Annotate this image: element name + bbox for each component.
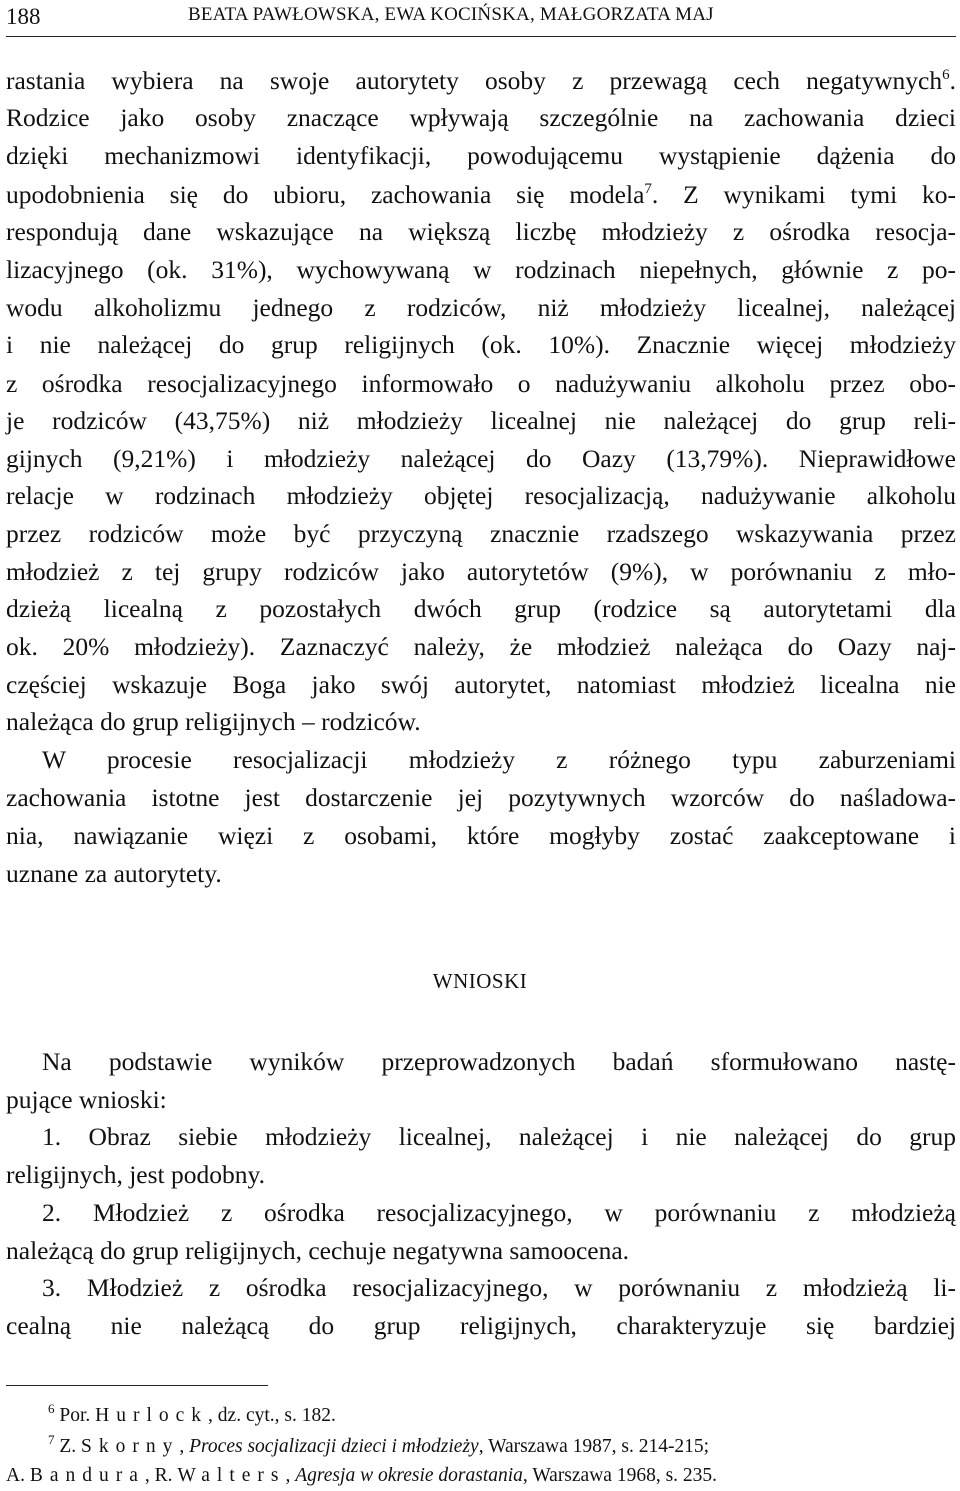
text-line: W procesie resocjalizacji młodzieży z różnego typu zaburzeniami	[42, 745, 956, 774]
footnote-7-cont: A. Bandura, R. Walters, Agresja w okresie dorastania, Warszawa 1968, s. 235.	[6, 1465, 718, 1486]
text-line: młodzież z tej grupy rodziców jako autorytetów (9%), w porównaniu z mło-	[6, 557, 956, 586]
footnote-rule	[6, 1385, 268, 1386]
text-line: częściej wskazuje Boga jako swój autorytet, natomiast młodzież licealna nie	[6, 670, 956, 699]
text-line: gijnych (9,21%) i młodzieży należącej do Oazy (13,79%). Nieprawidłowe	[6, 444, 956, 473]
page-number: 188	[6, 4, 41, 29]
text-line: wodu alkoholizmu jednego z rodziców, niż młodzieży licealnej, należącej	[6, 293, 956, 322]
footnote-ref: 7	[644, 181, 652, 197]
header-rule	[6, 36, 956, 37]
text-line: pujące wnioski:	[6, 1085, 167, 1114]
running-head: BEATA PAWŁOWSKA, EWA KOCIŃSKA, MAŁGORZATA MAJ	[188, 4, 714, 25]
text-line: przez rodziców może być przyczyną znacznie rzadszego wskazywania przez	[6, 519, 956, 548]
text-line: cealną nie należącą do grup religijnych, charakteryzuje się bardziej	[6, 1311, 956, 1340]
text-line: lizacyjnego (ok. 31%), wychowywaną w rodzinach niepełnych, głównie z po-	[6, 255, 956, 284]
text-line: rastania wybiera na swoje autorytety osoby z przewagą cech negatywnych$^6$.	[6, 66, 956, 95]
page-header	[6, 0, 956, 38]
text-line: należąca do grup religijnych – rodziców.	[6, 707, 421, 736]
text-line: dzięki mechanizmowi identyfikacji, powodującemu wystąpienie dążenia do	[6, 141, 956, 170]
text-line: uznane za autorytety.	[6, 859, 222, 888]
text-line: należącą do grup religijnych, cechuje negatywna samoocena.	[6, 1236, 630, 1265]
text-line: nia, nawiązanie więzi z osobami, które mogłyby zostać zaakceptowane i	[6, 821, 956, 850]
text-line: dzieżą licealną z pozostałych dwóch grup (rodzice są autorytetami dla	[6, 594, 956, 623]
text-line: relacje w rodzinach młodzieży objętej resocjalizacją, nadużywanie alkoholu	[6, 481, 956, 510]
text-line: je rodziców (43,75%) niż młodzieży licealnej nie należącej do grup reli-	[6, 406, 956, 435]
text-line: respondują dane wskazujące na większą liczbę młodzieży z ośrodka resocja-	[6, 217, 956, 246]
footnote-7: $^7$ Z. Skorny, Proces socjalizacji dzieci i młodzieży, Warszawa 1987, s. 214-215;	[48, 1432, 710, 1457]
text-line: zachowania istotne jest dostarczenie jej pozytywnych wzorców do naśladowa-	[6, 783, 956, 812]
text-line: Na podstawie wyników przeprowadzonych badań sformułowano nastę-	[42, 1047, 956, 1076]
list-item: 2. Młodzież z ośrodka resocjalizacyjnego, w porównaniu z młodzieżą	[42, 1198, 956, 1227]
section-heading: WNIOSKI	[432, 969, 528, 993]
text-line: i nie należącej do grup religijnych (ok. 10%). Znacznie więcej młodzieży	[6, 330, 956, 359]
text-line: religijnych, jest podobny.	[6, 1160, 265, 1189]
text-line: z ośrodka resocjalizacyjnego informowało o nadużywaniu alkoholu przez obo-	[6, 369, 956, 398]
text-line: Rodzice jako osoby znaczące wpływają szczególnie na zachowania dzieci	[6, 103, 956, 132]
text-line: upodobnienia się do ubioru, zachowania się modela$^7$. Z wynikami tymi ko-	[6, 180, 956, 209]
text-line: ok. 20% młodzieży). Zaznaczyć należy, że młodzież należąca do Oazy naj-	[6, 632, 956, 661]
footnote-ref: 6	[942, 67, 950, 83]
footnote-6: $^6$ Por. Hurlock, dz. cyt., s. 182.	[48, 1401, 336, 1426]
list-item: 3. Młodzież z ośrodka resocjalizacyjnego, w porównaniu z młodzieżą li-	[42, 1273, 956, 1302]
list-item: 1. Obraz siebie młodzieży licealnej, należącej i nie należącej do grup	[42, 1122, 956, 1151]
